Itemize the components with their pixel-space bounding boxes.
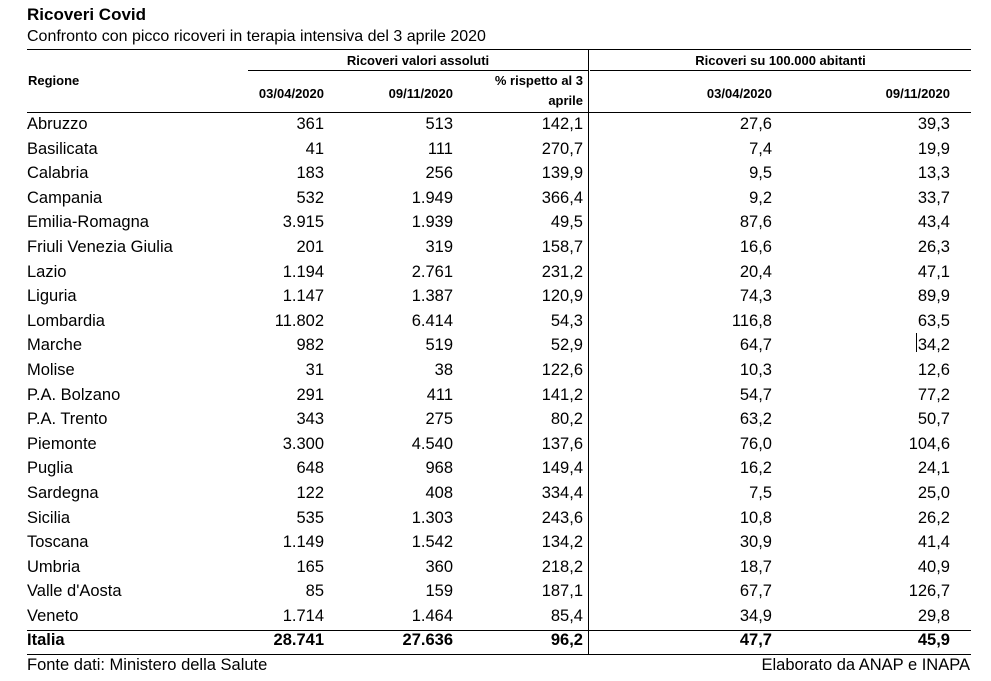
table-row — [0, 506, 991, 531]
cell-abitanti-09-11: 13,3 — [917, 164, 950, 183]
cell-assoluti-03-04: 3.915 — [282, 213, 324, 232]
cell-regione: Sicilia — [27, 508, 71, 527]
group-underline-abitanti — [590, 70, 971, 71]
cell-assoluti-09-11: 38 — [434, 360, 453, 379]
cell-regione: Marche — [27, 336, 83, 355]
cell-percentuale: 158,7 — [541, 237, 583, 256]
cell-assoluti-03-04: 41 — [305, 139, 324, 158]
table-row — [0, 186, 991, 211]
cell-abitanti-03-04: 27,6 — [739, 115, 772, 133]
cell-abitanti-09-11: 26,3 — [917, 237, 950, 256]
cell-regione: Lazio — [27, 262, 67, 281]
cell-assoluti-09-11: 1.464 — [411, 606, 453, 625]
cell-abitanti-09-11: 40,9 — [917, 557, 950, 576]
cell-regione: Italia — [27, 631, 65, 650]
table-row — [0, 407, 991, 432]
table-bottom-rule — [27, 654, 971, 655]
cell-percentuale: 137,6 — [541, 434, 583, 453]
header-date-3: 03/04/2020 — [706, 86, 772, 101]
group-underline-assoluti — [248, 70, 588, 71]
cell-regione: Umbria — [27, 557, 81, 576]
cell-abitanti-09-11: 12,6 — [917, 360, 950, 379]
cell-percentuale: 122,6 — [541, 360, 583, 379]
report-subtitle: Confronto con picco ricoveri in terapia intensiva del 3 aprile 2020 — [27, 28, 486, 45]
cell-abitanti-03-04: 10,8 — [739, 508, 772, 527]
cell-regione: Lombardia — [27, 311, 105, 330]
cell-abitanti-09-11: 43,4 — [917, 213, 950, 232]
table-row — [0, 210, 991, 235]
cell-regione: Liguria — [27, 287, 77, 306]
cell-assoluti-09-11: 968 — [425, 459, 453, 478]
cell-abitanti-03-04: 54,7 — [739, 385, 772, 404]
cell-abitanti-09-11: 104,6 — [908, 434, 950, 453]
cell-percentuale: 139,9 — [541, 164, 583, 183]
cell-assoluti-03-04: 122 — [296, 483, 324, 502]
header-group-abitanti: Ricoveri su 100.000 abitanti — [695, 53, 866, 68]
cell-assoluti-09-11: 275 — [425, 410, 453, 429]
cell-abitanti-03-04: 10,3 — [739, 360, 772, 379]
cell-regione: Molise — [27, 360, 75, 379]
table-row — [0, 579, 991, 604]
cell-regione: Toscana — [27, 533, 89, 552]
header-date-1: 03/04/2020 — [258, 86, 324, 101]
cell-percentuale: 54,3 — [550, 311, 583, 330]
cell-assoluti-03-04: 85 — [305, 582, 324, 601]
cell-assoluti-09-11: 408 — [425, 483, 453, 502]
cell-percentuale: 231,2 — [541, 262, 583, 281]
cell-abitanti-03-04: 67,7 — [739, 582, 772, 601]
cell-abitanti-09-11: 77,2 — [917, 385, 950, 404]
cell-abitanti-09-11: 24,1 — [917, 459, 950, 478]
cell-abitanti-03-04: 9,2 — [749, 188, 772, 207]
cell-regione: Sardegna — [27, 483, 99, 502]
cell-assoluti-09-11: 6.414 — [411, 311, 453, 330]
header-group-assoluti: Ricoveri valori assoluti — [346, 53, 490, 68]
cell-abitanti-09-11: 126,7 — [908, 582, 950, 601]
footer-credit: Elaborato da ANAP e INAPA — [761, 656, 970, 674]
cell-abitanti-09-11: 39,3 — [917, 115, 950, 133]
cell-assoluti-09-11: 256 — [425, 164, 453, 183]
cell-abitanti-09-11: 34,2 — [917, 336, 950, 355]
cell-abitanti-03-04: 20,4 — [739, 262, 772, 281]
cell-assoluti-03-04: 31 — [305, 360, 324, 379]
cell-abitanti-09-11: 33,7 — [917, 188, 950, 207]
table-row — [0, 456, 991, 481]
cell-assoluti-03-04: 648 — [296, 459, 324, 478]
cell-assoluti-09-11: 1.542 — [411, 533, 453, 552]
cell-assoluti-03-04: 532 — [296, 188, 324, 207]
cell-percentuale: 134,2 — [541, 533, 583, 552]
cell-percentuale: 96,2 — [550, 631, 583, 650]
cell-abitanti-09-11: 25,0 — [917, 483, 950, 502]
cell-abitanti-09-11: 26,2 — [917, 508, 950, 527]
cell-abitanti-03-04: 7,5 — [749, 483, 772, 502]
cell-assoluti-09-11: 513 — [425, 115, 453, 133]
cell-regione: Emilia-Romagna — [27, 213, 149, 232]
cell-abitanti-09-11: 29,8 — [917, 606, 950, 625]
table-row — [0, 112, 991, 137]
cell-abitanti-03-04: 76,0 — [739, 434, 772, 453]
cell-assoluti-03-04: 1.149 — [282, 533, 324, 552]
cell-regione: Valle d'Aosta — [27, 582, 122, 601]
cell-percentuale: 49,5 — [550, 213, 583, 232]
cell-regione: Friuli Venezia Giulia — [27, 237, 173, 256]
cell-percentuale: 149,4 — [541, 459, 583, 478]
cell-percentuale: 243,6 — [541, 508, 583, 527]
cell-assoluti-03-04: 291 — [296, 385, 324, 404]
header-pct-line1: % rispetto al 3 — [494, 73, 583, 88]
cell-abitanti-09-11: 89,9 — [917, 287, 950, 306]
cell-assoluti-03-04: 535 — [296, 508, 324, 527]
table-row — [0, 309, 991, 334]
text-cursor — [916, 333, 917, 352]
cell-assoluti-09-11: 159 — [425, 582, 453, 601]
cell-percentuale: 52,9 — [550, 336, 583, 355]
cell-abitanti-03-04: 16,2 — [739, 459, 772, 478]
cell-percentuale: 218,2 — [541, 557, 583, 576]
cell-percentuale: 187,1 — [541, 582, 583, 601]
cell-regione: Campania — [27, 188, 103, 207]
cell-abitanti-03-04: 34,9 — [739, 606, 772, 625]
cell-abitanti-03-04: 74,3 — [739, 287, 772, 306]
table-row — [0, 235, 991, 260]
cell-abitanti-09-11: 47,1 — [917, 262, 950, 281]
cell-assoluti-09-11: 519 — [425, 336, 453, 355]
cell-assoluti-03-04: 201 — [296, 237, 324, 256]
cell-assoluti-03-04: 28.741 — [273, 631, 324, 650]
cell-abitanti-03-04: 18,7 — [739, 557, 772, 576]
cell-assoluti-03-04: 11.802 — [274, 311, 324, 330]
header-date-2: 09/11/2020 — [388, 86, 453, 101]
cell-assoluti-03-04: 982 — [296, 336, 324, 355]
cell-percentuale: 334,4 — [541, 483, 583, 502]
cell-assoluti-09-11: 319 — [425, 237, 453, 256]
cell-percentuale: 270,7 — [541, 139, 583, 158]
cell-assoluti-03-04: 3.300 — [282, 434, 324, 453]
table-row — [0, 284, 991, 309]
cell-abitanti-03-04: 47,7 — [739, 631, 772, 650]
cell-assoluti-03-04: 165 — [296, 557, 324, 576]
table-top-rule — [27, 49, 971, 50]
table-total-row — [0, 628, 991, 653]
cell-assoluti-03-04: 1.194 — [282, 262, 324, 281]
cell-abitanti-09-11: 50,7 — [917, 410, 950, 429]
cell-assoluti-09-11: 27.636 — [402, 631, 453, 650]
cell-abitanti-09-11: 19,9 — [917, 139, 950, 158]
table-row — [0, 137, 991, 162]
cell-abitanti-03-04: 63,2 — [739, 410, 772, 429]
cell-abitanti-03-04: 116,8 — [731, 311, 772, 330]
header-regione: Regione — [28, 73, 80, 88]
cell-percentuale: 80,2 — [550, 410, 583, 429]
cell-percentuale: 120,9 — [541, 287, 583, 306]
table-row — [0, 555, 991, 580]
cell-assoluti-03-04: 343 — [296, 410, 324, 429]
cell-regione: Puglia — [27, 459, 73, 478]
cell-abitanti-09-11: 63,5 — [917, 311, 950, 330]
cell-assoluti-03-04: 1.147 — [282, 287, 324, 306]
cell-percentuale: 141,2 — [541, 385, 583, 404]
cell-percentuale: 142,1 — [541, 115, 583, 133]
cell-assoluti-09-11: 111 — [427, 139, 453, 158]
cell-percentuale: 85,4 — [550, 606, 583, 625]
cell-assoluti-09-11: 1.303 — [411, 508, 453, 527]
cell-assoluti-09-11: 2.761 — [411, 262, 453, 281]
table-body — [0, 112, 991, 653]
cell-abitanti-03-04: 7,4 — [749, 139, 772, 158]
table-row — [0, 333, 991, 358]
cell-assoluti-09-11: 1.939 — [411, 213, 453, 232]
cell-abitanti-03-04: 64,7 — [739, 336, 772, 355]
header-date-4: 09/11/2020 — [885, 86, 950, 101]
cell-abitanti-09-11: 45,9 — [917, 631, 950, 650]
cell-abitanti-09-11: 41,4 — [917, 533, 950, 552]
report-title: Ricoveri Covid — [27, 5, 147, 24]
cell-assoluti-09-11: 4.540 — [411, 434, 453, 453]
cell-assoluti-09-11: 1.387 — [411, 287, 453, 306]
cell-abitanti-03-04: 9,5 — [749, 164, 772, 183]
cell-assoluti-03-04: 1.714 — [282, 606, 324, 625]
table-row — [0, 260, 991, 285]
cell-regione: Veneto — [27, 606, 79, 625]
footer-source: Fonte dati: Ministero della Salute — [27, 656, 268, 674]
cell-abitanti-03-04: 87,6 — [739, 213, 772, 232]
cell-regione: Abruzzo — [27, 115, 88, 133]
table-row — [0, 383, 991, 408]
table-row — [0, 604, 991, 629]
cell-assoluti-09-11: 360 — [425, 557, 453, 576]
cell-abitanti-03-04: 16,6 — [739, 237, 772, 256]
cell-regione: P.A. Trento — [27, 410, 108, 429]
cell-regione: Piemonte — [27, 434, 97, 453]
table-row — [0, 530, 991, 555]
cell-percentuale: 366,4 — [541, 188, 583, 207]
cell-assoluti-03-04: 183 — [296, 164, 324, 183]
header-pct-line2: aprile — [548, 93, 583, 108]
cell-regione: Calabria — [27, 164, 89, 183]
table-row — [0, 161, 991, 186]
table-row — [0, 358, 991, 383]
cell-regione: P.A. Bolzano — [27, 385, 121, 404]
cell-assoluti-09-11: 411 — [426, 385, 453, 404]
cell-regione: Basilicata — [27, 139, 98, 158]
cell-assoluti-09-11: 1.949 — [411, 188, 453, 207]
cell-assoluti-03-04: 361 — [296, 115, 324, 133]
table-row — [0, 432, 991, 457]
table-row — [0, 481, 991, 506]
cell-abitanti-03-04: 30,9 — [739, 533, 772, 552]
